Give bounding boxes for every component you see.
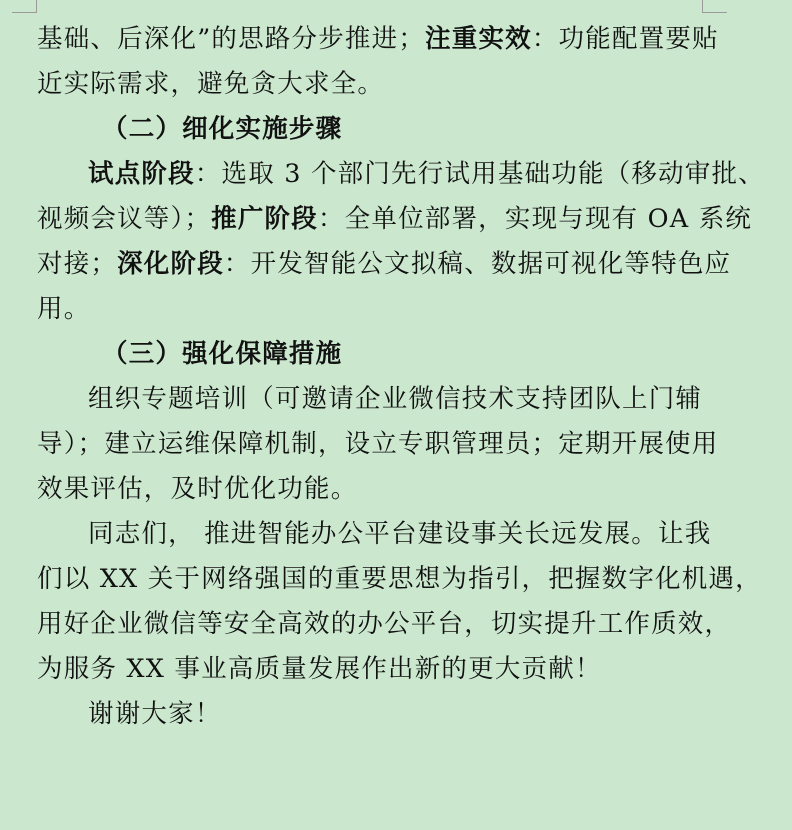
text-line-1: 基础、后深化”的思路分步推进；注重实效：功能配置要贴 <box>37 24 719 54</box>
text-line-6: 对接；深化阶段：开发智能公文拟稿、数据可视化等特色应 <box>37 249 732 279</box>
section-heading-3: （三）强化保障措施 <box>102 339 343 369</box>
text-line-11: 效果评估，及时优化功能。 <box>37 474 358 504</box>
emphasis-text: 深化阶段 <box>117 249 224 279</box>
emphasis-text: 推广阶段 <box>211 204 318 234</box>
page-corner-mark-right <box>702 0 727 13</box>
emphasis-text: 试点阶段 <box>88 159 195 189</box>
text-line-9: 组织专题培训（可邀请企业微信技术支持团队上门辅 <box>88 384 703 414</box>
text-line-4: 试点阶段：选取 3 个部门先行试用基础功能（移动审批、 <box>88 159 765 189</box>
text-line-14: 用好企业微信等安全高效的办公平台，切实提升工作质效， <box>37 609 732 639</box>
text-line-2: 近实际需求，避免贪大求全。 <box>37 69 385 99</box>
text-line-7: 用。 <box>37 294 91 324</box>
text-line-5: 视频会议等）；推广阶段：全单位部署，实现与现有 OA 系统 <box>37 204 753 234</box>
closing-line: 谢谢大家！ <box>88 699 222 729</box>
text-line-12: 同志们， 推进智能办公平台建设事关长远发展。让我 <box>88 519 712 549</box>
emphasis-text: 注重实效 <box>425 24 532 54</box>
page-corner-mark-left <box>12 0 37 13</box>
text-line-13: 们以 XX 关于网络强国的重要思想为指引，把握数字化机遇， <box>37 564 762 594</box>
text-line-10: 导）；建立运维保障机制，设立专职管理员；定期开展使用 <box>37 429 719 459</box>
text-line-15: 为服务 XX 事业高质量发展作出新的更大贡献！ <box>37 654 602 684</box>
section-heading-2: （二）细化实施步骤 <box>102 114 343 144</box>
